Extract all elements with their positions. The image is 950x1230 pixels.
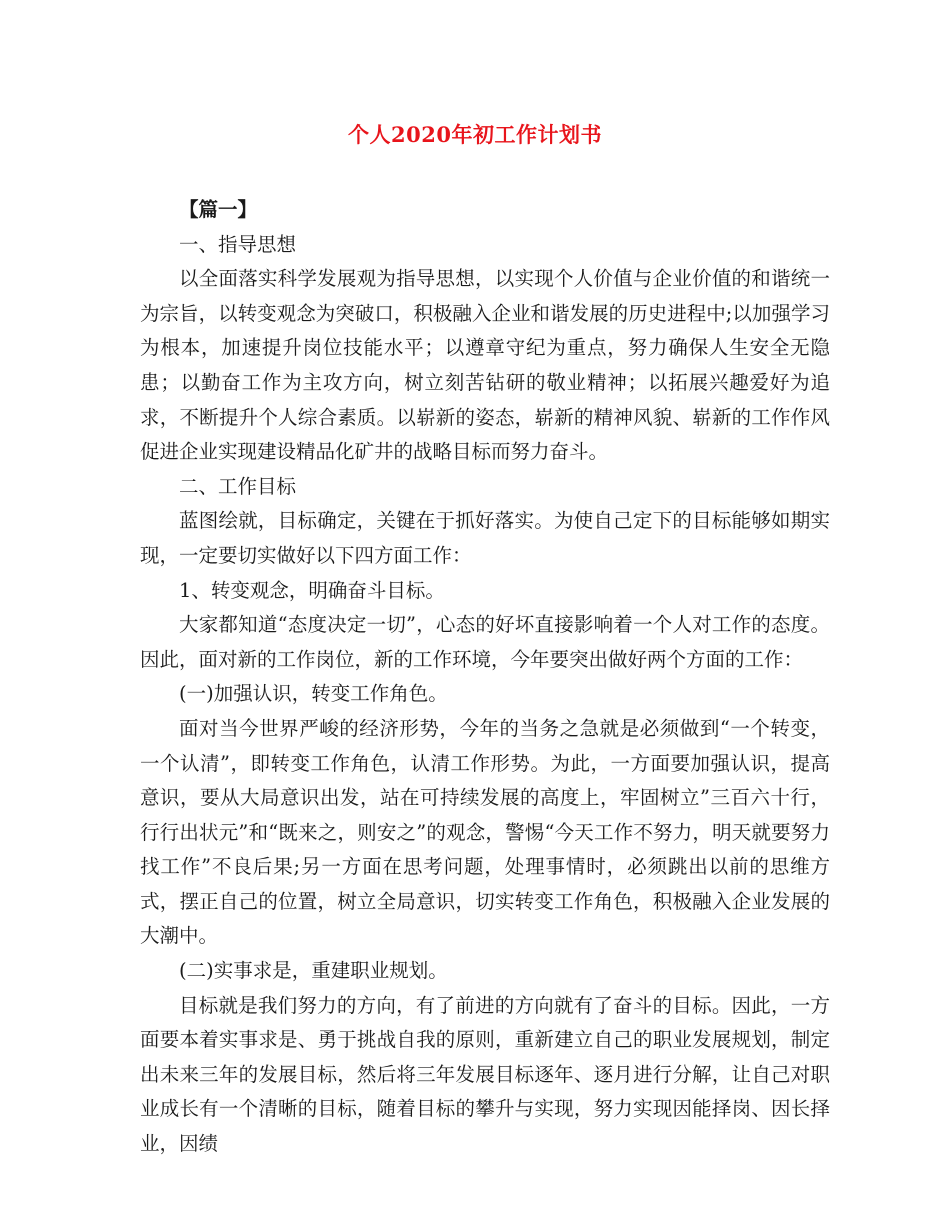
subheading-career-planning: (二)实事求是，重建职业规划。 [179,959,448,983]
section-heading-work-goals: 二、工作目标 [179,474,297,498]
document-title: 个人2020年初工作计划书 [348,122,602,147]
subheading-strengthen-awareness: (一)加强认识，转变工作角色。 [179,682,448,706]
section-heading-guiding-ideology: 一、指导思想 [179,232,297,256]
paragraph-attitude: 大家都知道“态度决定一切”，心态的好坏直接影响着一个人对工作的态度。因此，面对新的工作岗位，新的工作环境，今年要突出做好两个方面的工作： [140,613,830,671]
subheading-change-concept: 1、转变观念，明确奋斗目标。 [179,578,445,602]
paragraph-work-goals: 蓝图绘就，目标确定，关键在于抓好落实。为使自己定下的目标能够如期实现，一定要切实做好以下四方面工作： [140,509,830,567]
section-marker: 【篇一】 [179,198,258,221]
document-body [140,193,830,1162]
paragraph-goals-direction: 目标就是我们努力的方向，有了前进的方向就有了奋斗的目标。因此，一方面要本着实事求是、勇于挑战自我的原则，重新建立自己的职业发展规划，制定出未来三年的发展目标，然后将三年发展目标逐年、逐月进行分解，让自己对职业成长有一个清晰的目标，随着目标的攀升与实现，努力实现因能择岗、因长择业，因绩 [140,993,830,1156]
paragraph-guiding-ideology: 以全面落实科学发展观为指导思想，以实现个人价值与企业价值的和谐统一为宗旨，以转变观念为突破口，积极融入企业和谐发展的历史进程中;以加强学习为根本，加速提升岗位技能水平；以遵章守纪为重点，努力确保人生安全无隐患；以勤奋工作为主攻方向，树立刻苦钻研的敬业精神；以拓展兴趣爱好为追求，不断提升个人综合素质。以崭新的姿态，崭新的精神风貌、崭新的工作作风促进企业实现建设精品化矿井的战略目标而努力奋斗。 [140,267,830,464]
paragraph-economic-situation: 面对当今世界严峻的经济形势，今年的当务之急就是必须做到“一个转变，一个认清”，即转变工作角色，认清工作形势。为此，一方面要加强认识，提高意识，要从大局意识出发，站在可持续发展的高度上，牢固树立”三百六十行，行行出状元”和“既来之，则安之”的观念，警惕“今天工作不努力，明天就要努力找工作”不良后果;另一方面在思考问题，处理事情时，必须跳出以前的思维方式，摆正自己的位置，树立全局意识，切实转变工作角色，积极融入企业发展的大潮中。 [140,716,830,948]
